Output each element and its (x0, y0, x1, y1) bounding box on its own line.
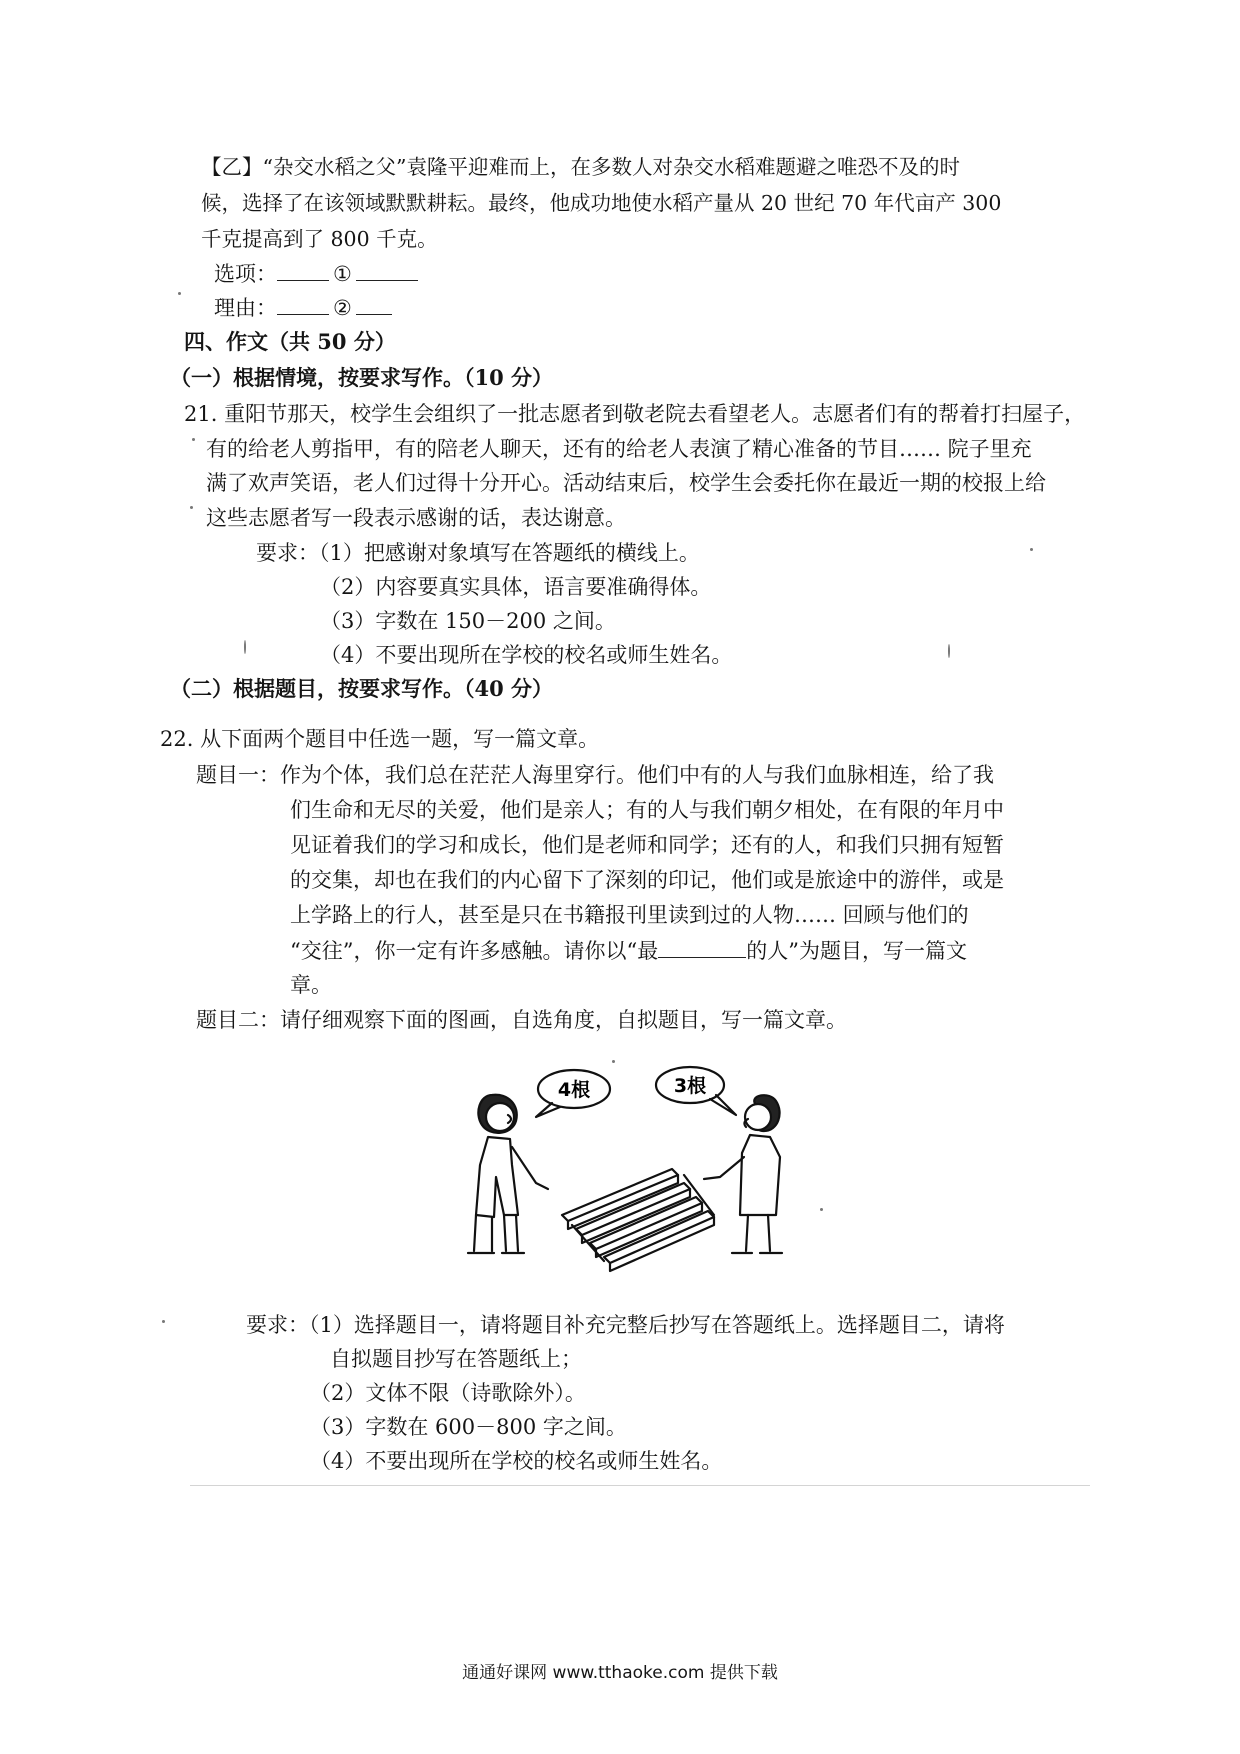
q21-req-2: （2）内容要真实具体，语言要准确得体。 (320, 575, 712, 599)
q22-topic1-line-2: 们生命和无尽的关爱，他们是亲人；有的人与我们朝夕相处，在有限的年月中 (290, 798, 1004, 822)
q22-req-2: （2）文体不限（诗歌除外）。 (310, 1381, 586, 1405)
q22-topic1-line-6a: “交往”，你一定有许多感触。请你以“最 (290, 939, 659, 963)
q22-topic1-line-6 (290, 935, 967, 966)
part-1-title: （一）根据情境，按要求写作。（10 分） (170, 365, 554, 390)
q22-topic2-line-1: 题目二：请仔细观察下面的图画，自选角度，自拟题目，写一篇文章。 (196, 1008, 847, 1032)
footer-text: 通通好课网 www.tthaoke.com 提供下载 (462, 1663, 778, 1683)
q21-line-4: 这些志愿者写一段表示感谢的话，表达谢意。 (206, 506, 626, 530)
cartoon-svg (452, 1065, 812, 1280)
q22-req-1: 要求：（1）选择题目一，请将题目补充完整后抄写在答题纸上。选择题目二，请将 (246, 1313, 1005, 1337)
sticks-drawing (562, 1169, 714, 1271)
q22-req-1b: 自拟题目抄写在答题纸上； (330, 1347, 582, 1371)
q22-topic1-line-4: 的交集，却也在我们的内心留下了深刻的印记，他们或是旅途中的游伴，或是 (290, 868, 1004, 892)
yi-line-3: 千克提高到了 800 千克。 (201, 227, 438, 251)
left-person-drawing (468, 1095, 548, 1253)
q22-req-4: （4）不要出现所在学校的校名或师生姓名。 (310, 1449, 723, 1473)
q22-topic1-line-3: 见证着我们的学习和成长，他们是老师和同学；还有的人，和我们只拥有短暂 (290, 833, 1004, 857)
option-blank-right (356, 258, 418, 281)
yi-line-2: 候，选择了在该领域默默耕耘。最终，他成功地使水稻产量从 20 世纪 70 年代亩产 300 (201, 191, 1002, 215)
q22-req-3: （3）字数在 600－800 字之间。 (310, 1415, 627, 1439)
scan-speck (244, 640, 246, 654)
scan-speck (192, 438, 195, 441)
q22-topic1-line-5: 上学路上的行人，甚至是只在书籍报刊里读到过的人物…… 回顾与他们的 (290, 903, 969, 927)
reason-marker: ② (333, 296, 352, 320)
option-marker: ① (333, 262, 352, 286)
q22-topic1-line-7: 章。 (290, 973, 332, 997)
scan-speck (1030, 548, 1033, 551)
yi-line-1: 【乙】“杂交水稻之父”袁隆平迎难而上，在多数人对杂交水稻难题避之唯恐不及的时 (201, 155, 960, 179)
reason-blank-right (356, 292, 392, 315)
scan-divider (190, 1485, 1090, 1486)
reason-row (214, 292, 392, 323)
scan-speck (612, 1060, 615, 1063)
option-blank-left (277, 258, 329, 281)
q22-intro: 22. 从下面两个题目中任选一题，写一篇文章。 (160, 727, 600, 751)
reason-blank-left (277, 292, 329, 315)
scan-speck (178, 292, 181, 295)
option-label: 选项： (214, 262, 277, 286)
q21-line-2: 有的给老人剪指甲，有的陪老人聊天，还有的给老人表演了精心准备的节目…… 院子里充 (206, 437, 1032, 461)
scan-speck (162, 1320, 165, 1323)
scan-speck (820, 1208, 823, 1211)
q22-topic1-line-6b: 的人”为题目，写一篇文 (746, 939, 967, 963)
section-4-title: 四、作文（共 50 分） (184, 329, 396, 354)
q22-topic1-line-1: 题目一：作为个体，我们总在茫茫人海里穿行。他们中有的人与我们血脉相连，给了我 (196, 763, 994, 787)
scan-speck (948, 644, 950, 658)
q21-line-1: 21. 重阳节那天，校学生会组织了一批志愿者到敬老院去看望老人。志愿者们有的帮着打扫屋子， (184, 402, 1086, 426)
right-person-drawing (704, 1095, 782, 1253)
q21-line-3: 满了欢声笑语，老人们过得十分开心。活动结束后，校学生会委托你在最近一期的校报上给 (206, 471, 1046, 495)
scan-speck (190, 506, 193, 509)
part-2-title: （二）根据题目，按要求写作。（40 分） (170, 676, 554, 701)
q21-req-3: （3）字数在 150－200 之间。 (320, 609, 616, 633)
reason-label: 理由： (214, 296, 277, 320)
title-fill-blank (658, 935, 746, 958)
q21-req-4: （4）不要出现所在学校的校名或师生姓名。 (320, 643, 733, 667)
q21-req-1: 要求：（1）把感谢对象填写在答题纸的横线上。 (256, 541, 700, 565)
bubble-left-text: 4根 (557, 1079, 591, 1101)
option-row (214, 258, 418, 289)
cartoon-figure (452, 1065, 812, 1280)
bubble-right-text: 3根 (673, 1075, 707, 1097)
